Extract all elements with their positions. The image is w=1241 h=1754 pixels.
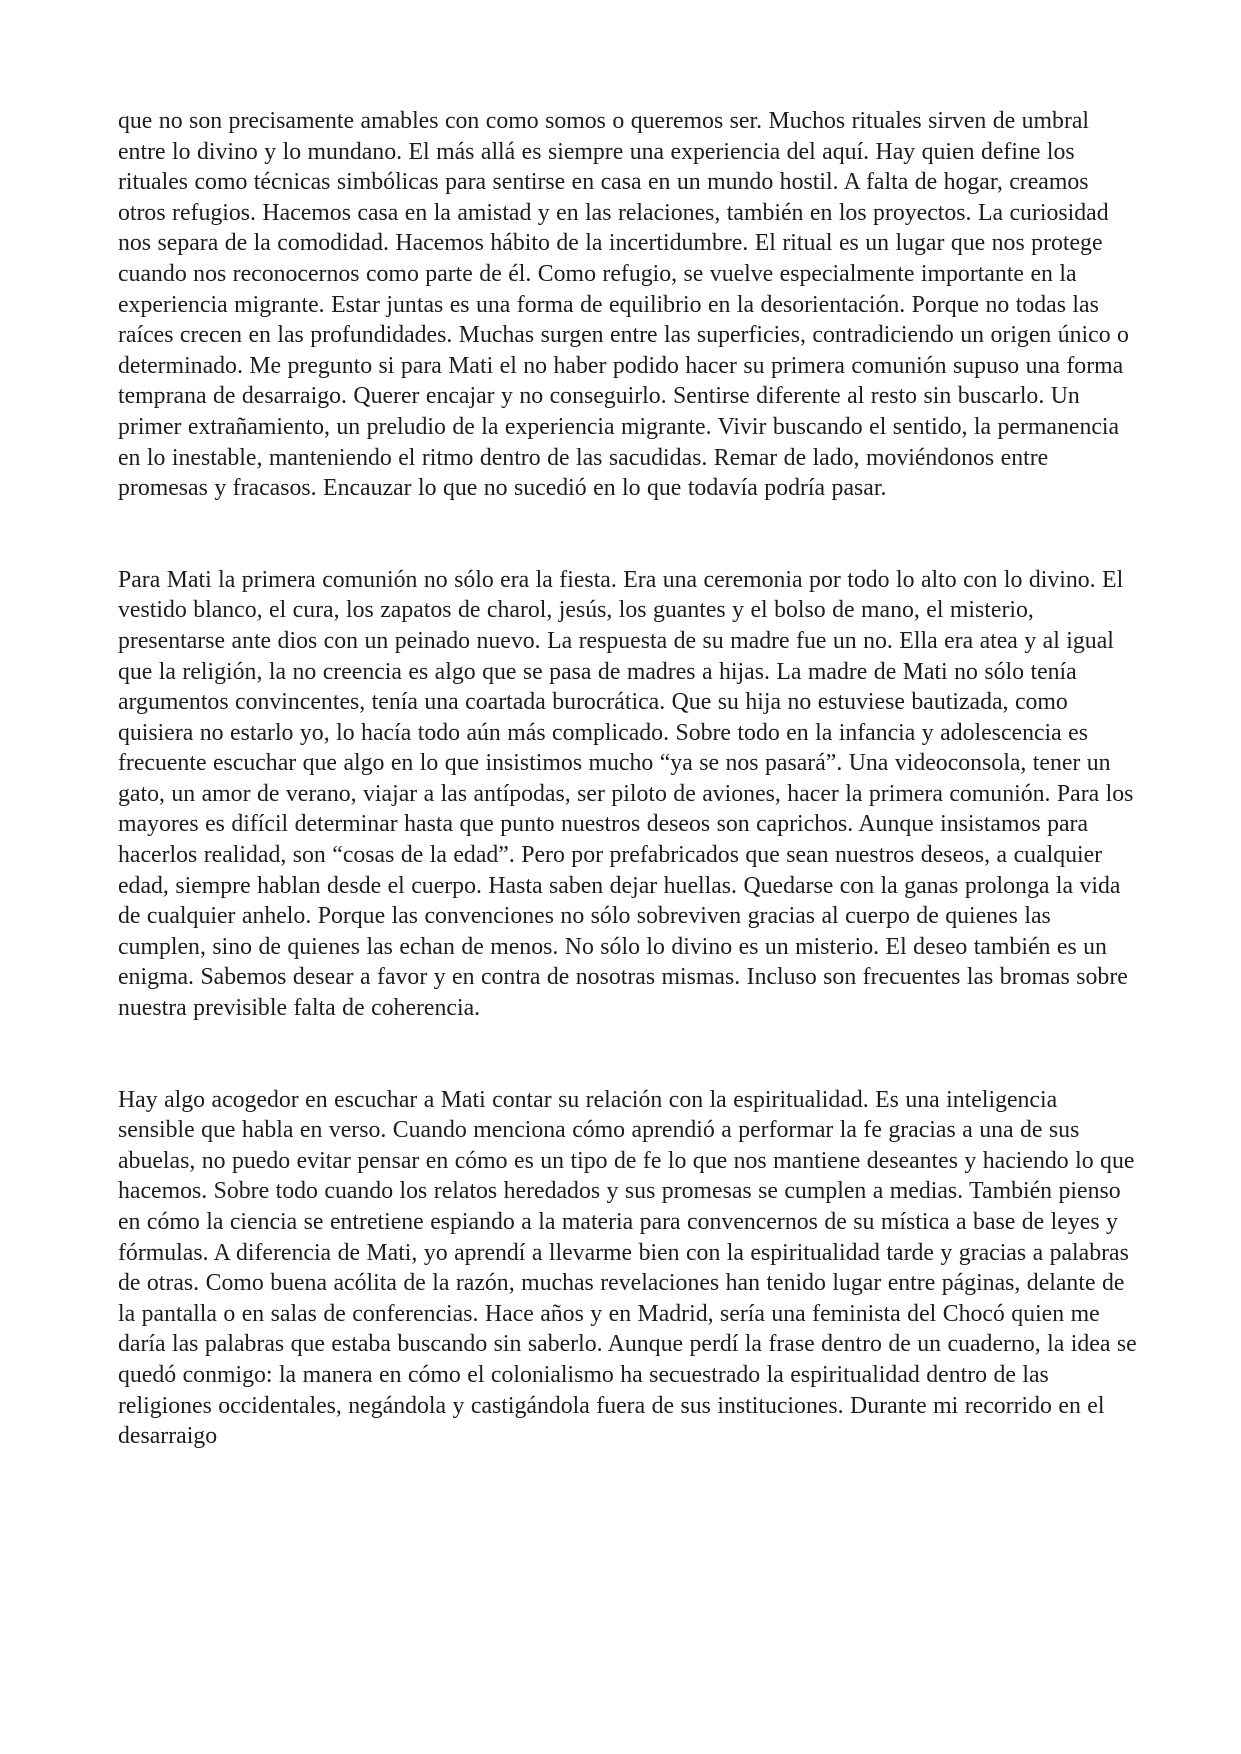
paragraph-3: Hay algo acogedor en escuchar a Mati contar su relación con la espiritualidad. Es una inteligencia sensible que habla en verso. Cuando menciona cómo aprendió a performar la fe gracias a una de sus abuelas, no puedo evitar pensar en cómo es un tipo de fe lo que nos mantiene deseantes y haciendo lo que hacemos. Sobre todo cuando los relatos heredados y sus promesas se cumplen a medias. También pienso en cómo la ciencia se entretiene espiando a la materia para convencernos de su mística a base de leyes y fórmulas. A diferencia de Mati, yo aprendí a llevarme bien con la espiritualidad tarde y gracias a palabras de otras. Como buena acólita de la razón, muchas revelaciones han tenido lugar entre páginas, delante de la pantalla o en salas de conferencias. Hace años y en Madrid, sería una feminista del Chocó quien me daría las palabras que estaba buscando sin saberlo. Aunque perdí la frase dentro de un cuaderno, la idea se quedó conmigo: la manera en cómo el colonialismo ha secuestrado la espiritualidad dentro de las religiones occidentales, negándola y castigándola fuera de sus instituciones. Durante mi recorrido en el desarraigo xyxy=(118,1086,1137,1450)
text-block xyxy=(118,106,1137,1452)
paragraph-2: Para Mati la primera comunión no sólo era la fiesta. Era una ceremonia por todo lo alto con lo divino. El vestido blanco, el cura, los zapatos de charol, jesús, los guantes y el bolso de mano, el misterio, presentarse ante dios con un peinado nuevo. La respuesta de su madre fue un no. Ella era atea y al igual que la religión, la no creencia es algo que se pasa de madres a hijas. La madre de Mati no sólo tenía argumentos convincentes, tenía una coartada burocrática. Que su hija no estuviese bautizada, como quisiera no estarlo yo, lo hacía todo aún más complicado. Sobre todo en la infancia y adolescencia es frecuente escuchar que algo en lo que insistimos mucho “ya se nos pasará”. Una videoconsola, tener un gato, un amor de verano, viajar a las antípodas, ser piloto de aviones, hacer la primera comunión. Para los mayores es difícil determinar hasta que punto nuestros deseos son caprichos. Aunque insistamos para hacerlos realidad, son “cosas de la edad”. Pero por prefabricados que sean nuestros deseos, a cualquier edad, siempre hablan desde el cuerpo. Hasta saben dejar huellas. Quedarse con la ganas prolonga la vida de cualquier anhelo. Porque las convenciones no sólo sobreviven gracias al cuerpo de quienes las cumplen, sino de quienes las echan de menos. No sólo lo divino es un misterio. El deseo también es un enigma. Sabemos desear a favor y en contra de nosotras mismas. Incluso son frecuentes las bromas sobre nuestra previsible falta de coherencia. xyxy=(118,566,1134,1022)
paragraph-1: que no son precisamente amables con como somos o queremos ser. Muchos rituales sirven de umbral entre lo divino y lo mundano. El más allá es siempre una experiencia del aquí. Hay quien define los rituales como técnicas simbólicas para sentirse en casa en un mundo hostil. A falta de hogar, creamos otros refugios. Hacemos casa en la amistad y en las relaciones, también en los proyectos. La curiosidad nos separa de la comodidad. Hacemos hábito de la incertidumbre. El ritual es un lugar que nos protege cuando nos reconocernos como parte de él. Como refugio, se vuelve especialmente importante en la experiencia migrante. Estar juntas es una forma de equilibrio en la desorientación. Porque no todas las raíces crecen en las profundidades. Muchas surgen entre las superficies, contradiciendo un origen único o determinado. Me pregunto si para Mati el no haber podido hacer su primera comunión supuso una forma temprana de desarraigo. Querer encajar y no conseguirlo. Sentirse diferente al resto sin buscarlo. Un primer extrañamiento, un preludio de la experiencia migrante. Vivir buscando el sentido, la permanencia en lo inestable, manteniendo el ritmo dentro de las sacudidas. Remar de lado, moviéndonos entre promesas y fracasos. Encauzar lo que no sucedió en lo que todavía podría pasar. xyxy=(118,108,1129,502)
